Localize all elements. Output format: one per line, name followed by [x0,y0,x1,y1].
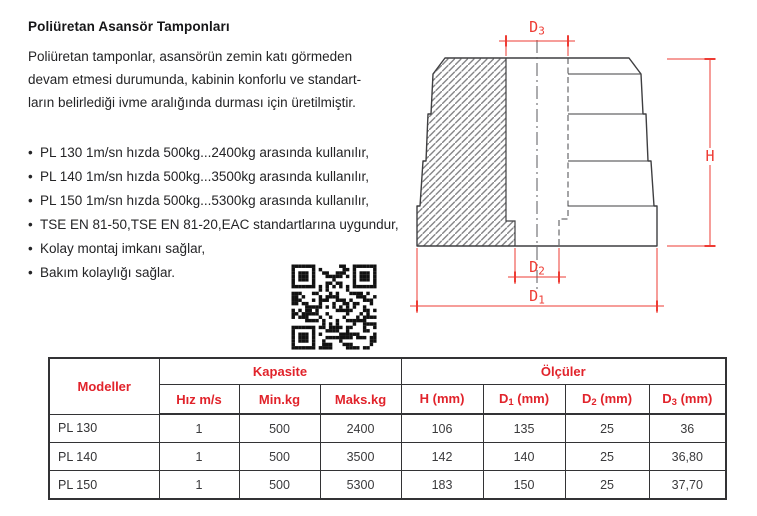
list-item [28,237,399,261]
dim-label-h: H [705,147,715,165]
cell-max-kg: 3500 [320,443,401,471]
list-item-text: Bakım kolaylığı sağlar. [40,265,176,280]
cell-d3: 36 [649,414,726,443]
list-item [28,165,399,189]
cell-d3: 36,80 [649,443,726,471]
col-header-min-kg: Min.kg [239,385,320,415]
bullet-icon: • [28,193,33,208]
cell-speed: 1 [159,443,239,471]
page-title: Poliüretan Asansör Tamponları [28,19,230,34]
col-header-h: H (mm) [401,385,483,415]
col-header-d2: D2 (mm) [565,385,649,415]
dim-label-d2: D2 [529,258,545,278]
paragraph-line: devam etmesi durumunda, kabinin konforlu ve standart- [28,72,362,87]
group-header-olculer: Ölçüler [401,358,726,385]
bullet-icon: • [28,241,33,256]
cell-max-kg: 2400 [320,414,401,443]
cell-h: 106 [401,414,483,443]
bullet-icon: • [28,217,33,232]
cell-min-kg: 500 [239,443,320,471]
col-header-hiz: Hız m/s [159,385,239,415]
list-item-text: PL 140 1m/sn hızda 500kg...3500kg arasında kullanılır, [40,169,369,184]
cell-model: PL 150 [49,471,159,500]
list-item [28,213,399,237]
cell-max-kg: 5300 [320,471,401,500]
col-header-modeller: Modeller [49,358,159,414]
cell-speed: 1 [159,414,239,443]
cell-model: PL 130 [49,414,159,443]
cell-h: 183 [401,471,483,500]
cell-d1: 135 [483,414,565,443]
cell-model: PL 140 [49,443,159,471]
cell-d3: 37,70 [649,471,726,500]
bullet-icon: • [28,169,33,184]
list-item-text: PL 150 1m/sn hızda 500kg...5300kg arasında kullanılır, [40,193,369,208]
cell-d1: 140 [483,443,565,471]
cell-speed: 1 [159,471,239,500]
cell-h: 142 [401,443,483,471]
cell-d2: 25 [565,414,649,443]
dim-label-d3: D3 [529,18,545,38]
cell-min-kg: 500 [239,471,320,500]
list-item-text: Kolay montaj imkanı sağlar, [40,241,206,256]
cell-d1: 150 [483,471,565,500]
bullet-icon: • [28,145,33,160]
table-row [49,443,726,471]
intro-paragraph [28,45,361,114]
cell-d2: 25 [565,443,649,471]
table-row [49,471,726,500]
dim-label-d1: D1 [529,287,545,307]
cell-min-kg: 500 [239,414,320,443]
spec-table [48,357,727,500]
list-item-text: PL 130 1m/sn hızda 500kg...2400kg arasında kullanılır, [40,145,369,160]
list-item [28,141,399,165]
cell-d2: 25 [565,471,649,500]
paragraph-line: ların belirlediği ivme aralığında durması için üretilmiştir. [28,95,356,110]
group-header-kapasite: Kapasite [159,358,401,385]
col-header-d3: D3 (mm) [649,385,726,415]
table-row [49,414,726,443]
bullet-icon: • [28,265,33,280]
col-header-maks-kg: Maks.kg [320,385,401,415]
list-item [28,189,399,213]
list-item-text: TSE EN 81-50,TSE EN 81-20,EAC standartlarına uygundur, [40,217,399,232]
col-header-d1: D1 (mm) [483,385,565,415]
technical-drawing [400,8,750,342]
qr-code [290,263,378,351]
paragraph-line: Poliüretan tamponlar, asansörün zemin katı görmeden [28,49,353,64]
